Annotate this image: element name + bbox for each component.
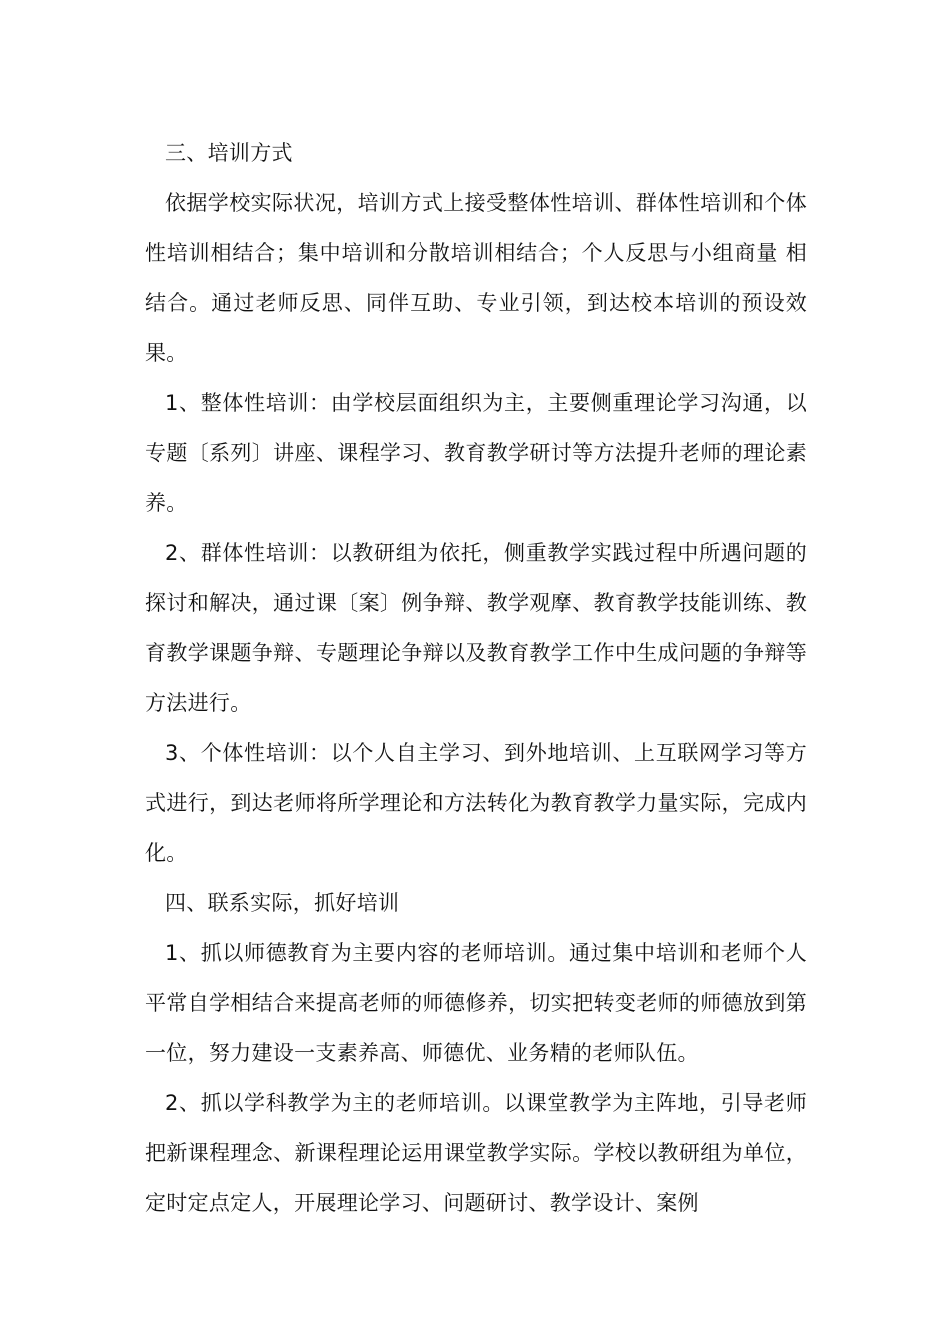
section-heading-practice: 四、联系实际，抓好培训 [165,891,400,915]
paragraph-overall-training: 1、整体性培训：由学校层面组织为主，主要侧重理论学习沟通，以专题〔系列〕讲座、课程学习、教育教学研讨等方法提升老师的理论素养。 [145,391,807,515]
paragraph-training-overview: 依据学校实际状况，培训方式上接受整体性培训、群体性培训和个体性培训相结合；集中培训和分散培训相结合；个人反思与小组商量 相结合。通过老师反思、同伴互助、专业引领，到达校本培训的预设效果。 [145,191,807,365]
paragraph-ethics-training: 1、抓以师德教育为主要内容的老师培训。通过集中培训和老师个人平常自学相结合来提高老师的师德修养，切实把转变老师的师德放到第一位，努力建设一支素养高、师德优、业务精的老师队伍。 [145,941,807,1065]
paragraph-group-training: 2、群体性培训：以教研组为依托，侧重教学实践过程中所遇问题的探讨和解决，通过课〔案〕例争辩、教学观摩、教育教学技能训练、教育教学课题争辩、专题理论争辩以及教育教学工作中生成问题的争辩等方法进行。 [145,541,807,715]
document-body [145,128,807,1228]
section-heading-training-methods: 三、培训方式 [165,141,293,165]
paragraph-individual-training: 3、个体性培训：以个人自主学习、到外地培训、上互联网学习等方式进行，到达老师将所学理论和方法转化为教育教学力量实际，完成内化。 [145,741,807,865]
paragraph-subject-training: 2、抓以学科教学为主的老师培训。以课堂教学为主阵地，引导老师把新课程理念、新课程理论运用课堂教学实际。学校以教研组为单位，定时定点定人，开展理论学习、问题研讨、教学设计、案例 [145,1091,807,1215]
